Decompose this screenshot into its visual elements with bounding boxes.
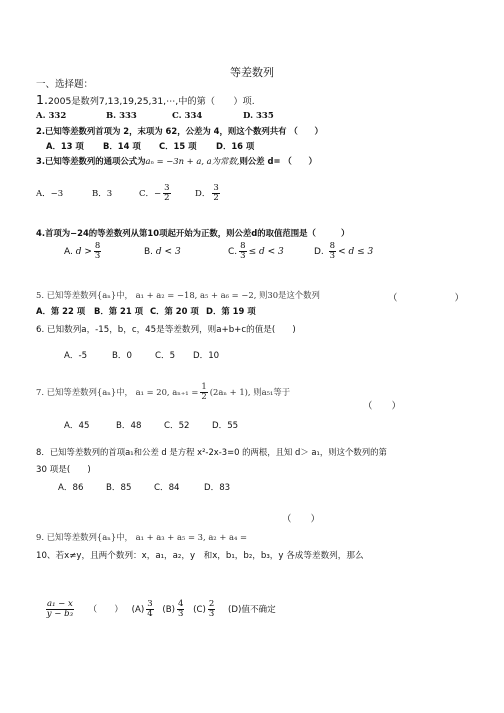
q1-number: 1. <box>36 92 48 107</box>
q10-answer-row <box>44 600 276 619</box>
q4-option-a[interactable]: A. d > $\frac{8}{3}$ <box>64 241 101 261</box>
question-1 <box>36 94 255 108</box>
question-6: 6. 已知数列a，-15，b，c，45是等差数列，则a+b+c的值是( ) <box>36 325 296 335</box>
q5-options <box>36 305 256 317</box>
q1-stem: 2005是数列7,13,19,25,31,⋯,中的第（ ）项. <box>47 96 255 107</box>
q2-options <box>46 140 254 152</box>
q10-option-d[interactable]: (D)值不确定 <box>228 605 276 615</box>
q2-option-d[interactable]: D．16 项 <box>216 141 255 151</box>
q10-a-fraction: $\frac{3}{4}$ <box>147 599 153 619</box>
q1-option-c[interactable]: C. 334 <box>172 111 203 121</box>
q3-stem-pre: 3.已知等差数列的通项公式为 <box>36 156 146 166</box>
q7-option-d[interactable]: D．55 <box>212 421 239 431</box>
q3-option-d[interactable]: D． $\frac{3}{2}$ <box>195 183 219 203</box>
q6-options <box>64 350 219 362</box>
q4-d-fraction: $\frac{8}{3}$ <box>329 241 336 261</box>
q3-options <box>36 184 222 203</box>
question-7 <box>36 383 290 402</box>
q6-option-d[interactable]: D．10 <box>193 351 220 361</box>
q10-option-c[interactable]: (C) $\frac{2}{3}$ <box>193 599 215 619</box>
q1-option-a[interactable]: A. 332 <box>36 111 67 121</box>
q5-option-c[interactable]: C．第 20 项 <box>150 306 199 316</box>
q4-option-d[interactable]: D. $\frac{8}{3}$ < d ≤ 3 <box>314 241 374 261</box>
q10-c-fraction: $\frac{2}{3}$ <box>208 599 215 619</box>
question-8-line-1: 8．已知等差数列的首项a₁和公差 d 是方程 x²-2x-3=0 的两根，且知 d＞ a₁，则这个数列的第 <box>36 447 387 457</box>
page-title: 等差数列 <box>230 66 274 79</box>
q8-options <box>58 482 230 494</box>
q1-option-b[interactable]: B. 333 <box>106 111 137 121</box>
question-3 <box>36 155 317 167</box>
q1-option-d[interactable]: D. 335 <box>243 111 274 121</box>
q3-option-b[interactable]: B．3 <box>92 189 113 199</box>
q6-option-b[interactable]: B．0 <box>112 351 132 361</box>
q2-option-c[interactable]: C．15 项 <box>159 141 197 151</box>
q3-c-fraction: $\frac{3}{2}$ <box>164 183 170 203</box>
q10-option-a[interactable]: (A) $\frac{3}{4}$ <box>131 599 153 619</box>
q7-option-b[interactable]: B．48 <box>116 421 142 431</box>
q2-option-b[interactable]: B．14 项 <box>103 141 141 151</box>
q10-option-b[interactable]: (B) $\frac{4}{3}$ <box>162 599 184 619</box>
q4-c-fraction: $\frac{8}{3}$ <box>240 241 246 261</box>
question-5: 5. 已知等差数列{aₙ}中， a₁ + a₂ = −18, a₅ + a₆ = −2, 则30是这个数列 <box>36 290 320 300</box>
q7-option-a[interactable]: A．45 <box>64 421 90 431</box>
question-2: 2.已知等差数列首项为 2，末项为 62，公差为 4，则这个数列共有 （ ） <box>36 126 323 136</box>
q5-option-b[interactable]: B．第 21 项 <box>94 306 143 316</box>
q7-half-fraction: $\frac{1}{2}$ <box>201 382 207 402</box>
q4-option-c[interactable]: C. $\frac{8}{3}$ ≤ d < 3 <box>228 241 284 261</box>
q8-option-c[interactable]: C．84 <box>154 483 180 493</box>
q7-options <box>64 420 238 432</box>
q10-ratio-fraction: $\frac{\text{a₁ − x}}{\text{y − b₃}}$ <box>46 599 73 619</box>
q8-option-a[interactable]: A．86 <box>58 483 84 493</box>
q5-option-a[interactable]: A．第 22 项 <box>36 306 86 316</box>
q3-option-a[interactable]: A．−3 <box>36 189 64 199</box>
q3-stem-post: 则公差 d= （ ） <box>239 156 317 166</box>
q10-answer-blank[interactable]: （ ） <box>88 605 123 615</box>
q6-option-a[interactable]: A．-5 <box>64 351 88 361</box>
q3-formula: aₙ = −3n + a, a为常数, <box>145 156 240 166</box>
q5-answer-blank[interactable]: （ ） <box>388 293 465 304</box>
section-heading: 一、选择题： <box>36 79 94 90</box>
q4-a-fraction: $\frac{8}{3}$ <box>94 241 101 261</box>
q3-option-c[interactable]: C．− $\frac{3}{2}$ <box>139 183 170 203</box>
q3-d-fraction: $\frac{3}{2}$ <box>213 183 219 203</box>
q4-option-b[interactable]: B. d < 3 <box>144 247 181 257</box>
q4-options <box>64 242 373 261</box>
q2-option-a[interactable]: A．13 项 <box>46 141 84 151</box>
q8-option-b[interactable]: B．85 <box>106 483 132 493</box>
q7-stem-pre: 7. 已知等差数列{aₙ}中， a₁ = 20, aₙ₊₁ = <box>36 387 199 397</box>
question-10: 10、若x≠y，且两个数列：x，a₁，a₂，y 和x，b₁，b₂，b₃，y 各成等差数列，那么 <box>36 551 364 561</box>
q9-answer-blank[interactable]: （ ） <box>282 514 321 525</box>
q8-option-d[interactable]: D．83 <box>204 483 231 493</box>
q5-option-d[interactable]: D．第 19 项 <box>206 306 256 316</box>
q7-answer-blank[interactable]: （ ） <box>363 401 402 412</box>
question-4: 4.首项为−24的等差数列从第10项起开始为正数，则公差d的取值范围是（ ） <box>36 228 350 238</box>
q1-options <box>36 110 274 122</box>
question-8-line-2: 30 项是( ) <box>36 465 91 475</box>
q6-option-c[interactable]: C．5 <box>155 351 176 361</box>
q7-stem-post: (2aₙ + 1), 则a₅₁等于 <box>209 387 291 397</box>
question-9: 9. 已知等差数列{aₙ}中， a₁ + a₃ + a₅ = 3, a₂ + a₄ = <box>36 532 248 542</box>
q10-b-fraction: $\frac{4}{3}$ <box>178 599 184 619</box>
q7-option-c[interactable]: C．52 <box>164 421 190 431</box>
